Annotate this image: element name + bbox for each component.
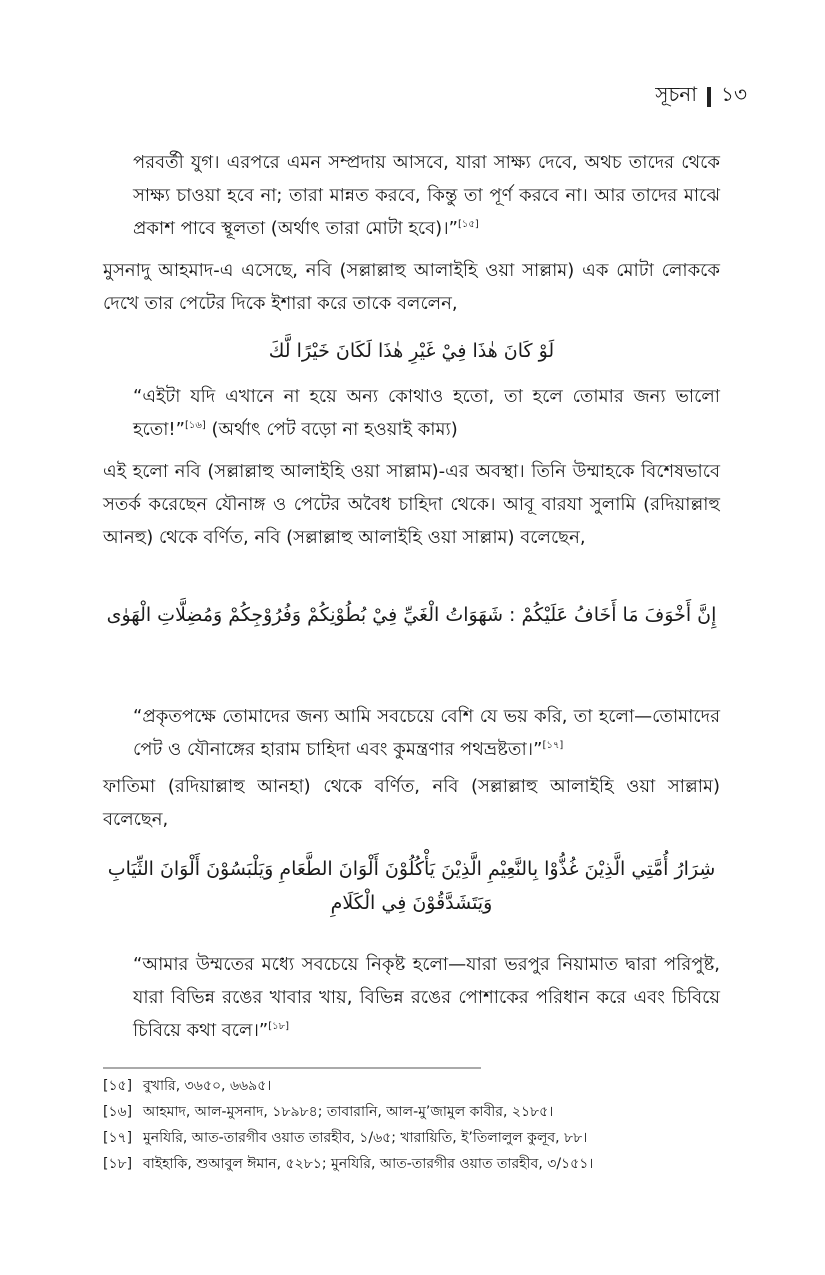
paragraph-1 xyxy=(103,254,720,320)
paragraph-text: মুসনাদু আহমাদ-এ এসেছে, নবি (সল্লাল্লাহু আলাইহি ওয়া সাল্লাম) এক মোটা লোককে দেখে তার পেটের দিকে ইশারা করে তাকে বললেন, xyxy=(103,260,720,314)
section-title: সূচনা xyxy=(655,82,698,106)
footnote-ref[interactable]: [১৬] xyxy=(184,420,206,431)
running-header xyxy=(655,80,747,113)
footnote-number: [১৮] xyxy=(103,1156,133,1172)
arabic-text-3: شِرَارُ أُمَّتِي الَّذِيْنَ غُذُّوْا بِالنَّعِيْمِ الَّذِيْنَ يَأْكُلُوْنَ أَلْوَانَ الطَّعَامِ وَيَلْبَسُوْنَ أَلْوَانَ الثِّيَابِ وَيَتَشَدَّقُوْنَ فِي الْكَلَامِ xyxy=(107,858,716,914)
header-divider xyxy=(707,87,711,107)
footnote xyxy=(103,1126,720,1150)
paragraph-2 xyxy=(103,455,720,554)
quote-block-2 xyxy=(133,380,720,446)
quote-block-4 xyxy=(133,948,720,1047)
paragraph-3 xyxy=(103,770,720,836)
footnote-ref[interactable]: [১৫] xyxy=(457,219,479,230)
arabic-text-2: إِنَّ أَخْوَفَ مَا أَخَافُ عَلَيْكُمْ : شَهَوَاتُ الْغَيِّ فِيْ بُطُوْنِكُمْ وَفُرُوْجِكُمْ وَمُضِلَّاتِ الْهَوٰى xyxy=(106,604,717,626)
footnote-separator xyxy=(103,1067,481,1069)
quote-note: (অর্থাৎ পেট বড়ো না হওয়াই কাম্য) xyxy=(205,419,458,440)
quote-text: “আমার উম্মতের মধ্যে সবচেয়ে নিকৃষ্ট হলো—যারা ভরপুর নিয়ামাত দ্বারা পরিপুষ্ট, যারা বিভিন্ন রঙের খাবার খায়, বিভিন্ন রঙের পোশাকের পরিধান করে এবং চিবিয়ে চিবিয়ে কথা বলে।” xyxy=(133,954,720,1041)
quote-text: পরবর্তী যুগ। এরপরে এমন সম্প্রদায় আসবে, যারা সাক্ষ্য দেবে, অথচ তাদের থেকে সাক্ষ্য চাওয়া হবে না; তারা মান্নত করবে, কিন্তু তা পূর্ণ করবে না। আর তাদের মাঝে প্রকাশ পাবে স্থূলতা (অর্থাৎ তারা মোটা হবে)।” xyxy=(133,152,720,239)
footnote-text: মুনযিরি, আত-তারগীব ওয়াত তারহীব, ১/৬৫; খারায়িতি, ই’তিলালুল কুলূব, ৮৮। xyxy=(143,1130,588,1146)
footnote-text: বাইহাকি, শুআবুল ঈমান, ৫২৮১; মুনযিরি, আত-তারগীর ওয়াত তারহীব, ৩/১৫১। xyxy=(143,1156,594,1172)
quote-block-1 xyxy=(133,146,720,245)
footnote-number: [১৫] xyxy=(103,1078,133,1094)
page-number: ১৩ xyxy=(721,82,747,106)
arabic-text-1: لَوْ كَانَ هٰذَا فِيْ غَيْرِ هٰذَا لَكَانَ خَيْرًا لَّكَ xyxy=(268,340,555,362)
footnote-text: আহমাদ, আল-মুসনাদ, ১৮৯৮৪; তাবারানি, আল-মু’জামুল কাবীর, ২১৮৫। xyxy=(143,1104,554,1120)
footnote-text: বুখারি, ৩৬৫০, ৬৬৯৫। xyxy=(143,1078,272,1094)
footnote-number: [১৭] xyxy=(103,1130,133,1146)
footnote-ref[interactable]: [১৮] xyxy=(268,1021,289,1032)
footnote-number: [১৬] xyxy=(103,1104,133,1120)
footnote-ref[interactable]: [১৭] xyxy=(542,740,564,751)
footnote xyxy=(103,1100,720,1124)
quote-text: “প্রকৃতপক্ষে তোমাদের জন্য আমি সবচেয়ে বেশি যে ভয় করি, তা হলো—তোমাদের পেট ও যৌনাঙ্গের হারাম চাহিদা এবং কুমন্ত্রণার পথভ্রষ্টতা।” xyxy=(133,706,720,760)
footnote xyxy=(103,1074,720,1098)
paragraph-text: ফাতিমা (রদিয়াল্লাহু আনহা) থেকে বর্ণিত, নবি (সল্লাল্লাহু আলাইহি ওয়া সাল্লাম) বলেছেন, xyxy=(103,776,720,830)
paragraph-text: এই হলো নবি (সল্লাল্লাহু আলাইহি ওয়া সাল্লাম)-এর অবস্থা। তিনি উম্মাহকে বিশেষভাবে সতর্ক করেছেন যৌনাঙ্গ ও পেটের অবৈধ চাহিদা থেকে। আবূ বারযা সুলামি (রদিয়াল্লাহু আনহু) থেকে বর্ণিত, নবি (সল্লাল্লাহু আলাইহি ওয়া সাল্লাম) বলেছেন, xyxy=(103,461,720,548)
quote-text: “এইটা যদি এখানে না হয়ে অন্য কোথাও হতো, তা হলে তোমার জন্য ভালো হতো!” xyxy=(133,386,720,440)
quote-block-3 xyxy=(133,700,720,766)
footnote xyxy=(103,1152,720,1176)
